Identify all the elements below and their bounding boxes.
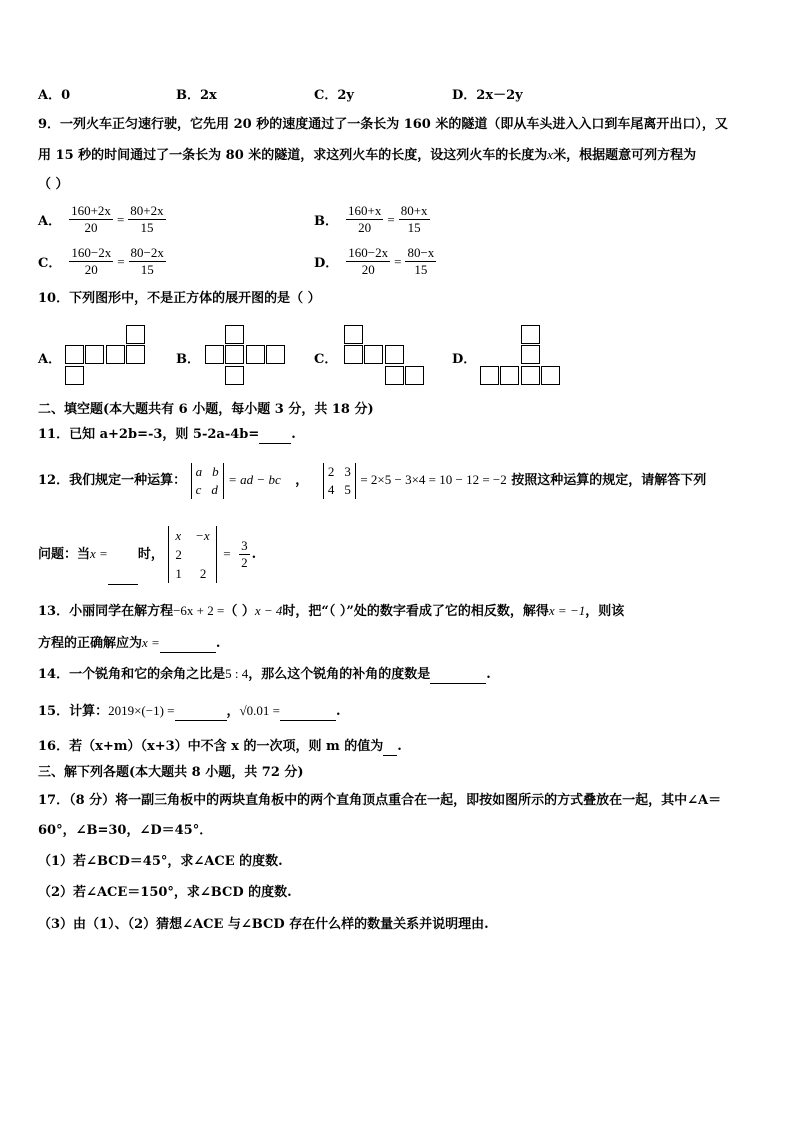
q8-option-c: C．2y [314, 88, 354, 103]
q17-part1: （1）若∠BCD＝45°，求∠ACE 的度数. [38, 854, 283, 869]
answer-blank [108, 570, 138, 585]
answer-blank [160, 638, 216, 653]
q10-stem: 10．下列图形中，不是正方体的展开图的是（ ） [38, 291, 321, 306]
q9-option-a: A． $\frac{160+2x}{20}$ = $\frac{80+2x}{15}$ [38, 203, 164, 235]
q9-paren: （ ） [38, 177, 69, 192]
q10-label-b: B． [176, 352, 200, 367]
determinant-question: x −x 2 1 2 [168, 526, 216, 583]
q10-label-a: A． [38, 352, 62, 367]
answer-blank [280, 706, 336, 721]
answer-blank [259, 429, 291, 444]
section-3-heading: 三、解下列各题(本大题共 8 小题，共 72 分) [38, 765, 304, 780]
answer-blank [430, 669, 486, 684]
q15: 15．计算：2019×(−1) = ，√0.01 = . [38, 703, 341, 719]
q9-stem-line2: 用 15 秒的时间通过了一条长为 80 米的隧道，求这列火车的长度，设这列火车的长度为x米，根据题意可列方程为 [38, 147, 697, 163]
q8-option-d: D．2x－2y [452, 88, 523, 103]
q9-option-b: B． $\frac{160+x}{20}$ = $\frac{80+x}{15}$ [314, 203, 428, 235]
q17-part3: （3）由（1）、（2）猜想∠ACE 与∠BCD 存在什么样的数量关系并说明理由. [38, 917, 489, 932]
section-2-heading: 二、填空题(本大题共有 6 小题，每小题 3 分，共 18 分) [38, 402, 374, 417]
q17-line2: 60°，∠B=30，∠D＝45°． [38, 823, 213, 838]
q16: 16．若（x+m）（x+3）中不含 x 的一次项，则 m 的值为 . [38, 739, 402, 754]
q14: 14．一个锐角和它的余角之比是5 : 4，那么这个锐角的补角的度数是 . [38, 666, 491, 682]
q8-option-b: B．2x [176, 88, 217, 103]
determinant-example: 2 3 4 5 [323, 463, 356, 499]
q17-line1: 17．（8 分）将一副三角板中的两块直角板中的两个直角顶点重合在一起，即按如图所示的方式叠放在一起，其中∠A＝ [38, 793, 722, 808]
answer-blank [383, 741, 397, 756]
q9-option-c: C． $\frac{160-2x}{20}$ = $\frac{80-2x}{15}$ [38, 245, 164, 277]
q9-stem-line1: 9．一列火车正匀速行驶，它先用 20 秒的速度通过了一条长为 160 米的隧道（即从车头进入入口到车尾离开出口），又 [38, 117, 728, 132]
q10-label-c: C． [314, 352, 338, 367]
q12-line1: 12．我们规定一种运算： a b c d = ad − bc ， 2 3 4 5 = 2×5 − 3×4 = 10 − 12 = −2 按照这种运算的规定，请解答下列 [38, 463, 707, 497]
q13-line2: 方程的正确解应为x = . [38, 635, 221, 651]
q13-line1: 13．小丽同学在解方程−6x + 2 =（ ）x − 4时，把“（ ）”处的数字看成了它的相反数，解得x = −1，则该 [38, 603, 625, 619]
q12-line2: 问题：当x = 时， x −x 2 1 2 = $\frac{3}{2}$ . [38, 524, 256, 585]
determinant-definition: a b c d [191, 463, 224, 499]
q8-option-a: A．0 [38, 88, 71, 103]
q11: 11．已知 a+2b=-3，则 5-2a-4b= . [38, 427, 296, 442]
answer-blank [175, 706, 227, 721]
q17-part2: （2）若∠ACE＝150°，求∠BCD 的度数. [38, 885, 292, 900]
q9-option-d: D． $\frac{160-2x}{20}$ = $\frac{80-x}{15}$ [314, 245, 435, 277]
q10-label-d: D． [452, 352, 477, 367]
